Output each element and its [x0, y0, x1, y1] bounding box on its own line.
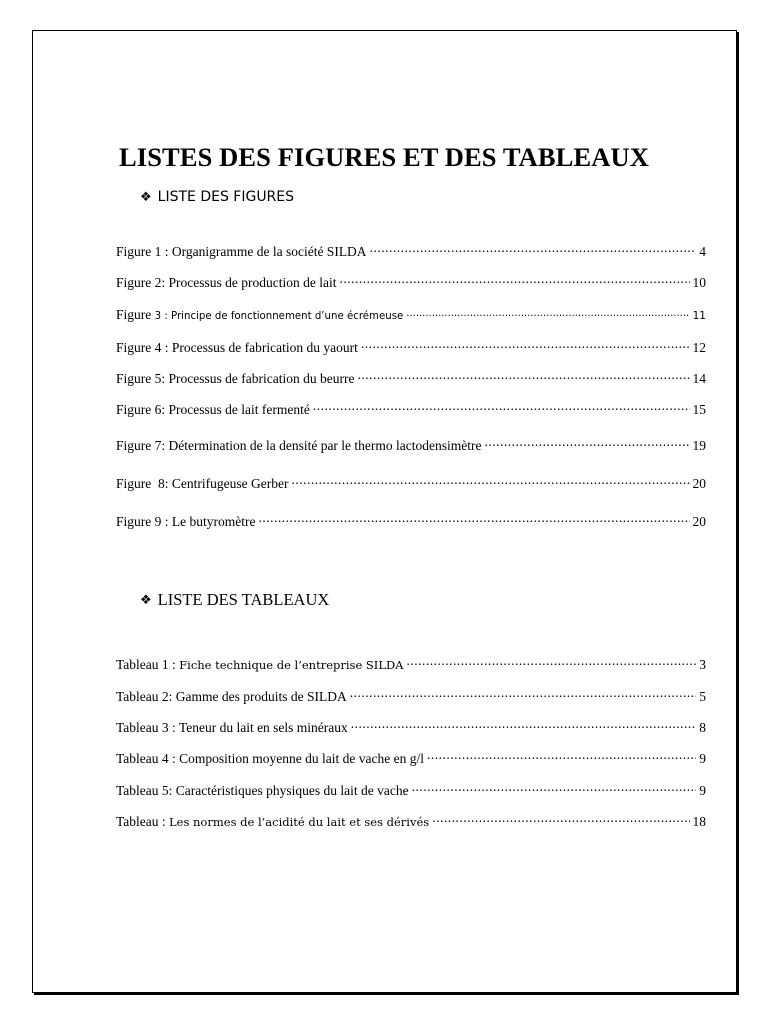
list-item[interactable]	[116, 474, 706, 492]
entry-page-number: 9	[699, 750, 706, 766]
entry-page-number: 20	[692, 475, 706, 491]
dot-leader	[370, 242, 697, 256]
entry-page-number: 4	[699, 243, 706, 259]
list-item[interactable]	[116, 242, 706, 260]
list-item[interactable]	[116, 273, 706, 291]
list-item[interactable]	[116, 305, 706, 323]
diamond-bullet-icon: ❖	[140, 592, 152, 608]
entry-label: Figure 5: Processus de fabrication du beurre	[116, 370, 355, 386]
entry-page-number: 20	[692, 513, 706, 529]
list-item[interactable]	[116, 512, 706, 530]
entry-label-prefix: Figure	[116, 306, 155, 322]
entry-label: Figure 1 : Organigramme de la société SILDA	[116, 243, 367, 259]
entry-label	[116, 657, 404, 673]
dot-leader	[357, 369, 689, 383]
dot-leader	[432, 812, 689, 826]
diamond-bullet-icon: ❖	[140, 189, 152, 205]
entry-page-number: 10	[692, 274, 706, 290]
entry-label: Tableau 2: Gamme des produits de SILDA	[116, 688, 347, 704]
dot-leader	[361, 338, 690, 352]
dot-leader	[339, 273, 689, 287]
entry-label: Figure 7: Détermination de la densité par le thermo lactodensimètre	[116, 437, 482, 453]
dot-leader	[351, 718, 696, 732]
entry-label	[116, 307, 403, 323]
dot-leader	[407, 655, 697, 669]
entry-label: Tableau 5: Caractéristiques physiques du lait de vache	[116, 782, 409, 798]
dot-leader	[313, 400, 690, 414]
list-item[interactable]	[116, 749, 706, 767]
tables-section-heading	[140, 590, 329, 610]
entry-page-number: 3	[699, 656, 706, 672]
entry-label: Figure 6: Processus de lait fermenté	[116, 401, 310, 417]
entry-label: Figure 9 : Le butyromètre	[116, 513, 256, 529]
list-item[interactable]	[116, 436, 706, 454]
entry-page-number: 11	[692, 309, 706, 322]
entry-page-number: 15	[692, 401, 706, 417]
list-item[interactable]	[116, 338, 706, 356]
dot-leader	[258, 512, 689, 526]
entry-label: Tableau 3 : Teneur du lait en sels minéraux	[116, 719, 348, 735]
entry-label: Figure 8: Centrifugeuse Gerber	[116, 475, 289, 491]
entry-page-number: 12	[692, 339, 706, 355]
list-item[interactable]	[116, 400, 706, 418]
list-item[interactable]	[116, 655, 706, 673]
entry-page-number: 9	[699, 782, 706, 798]
entry-page-number: 18	[692, 813, 706, 829]
dot-leader	[427, 749, 696, 763]
page-title: LISTES DES FIGURES ET DES TABLEAUX	[119, 141, 649, 172]
list-item[interactable]	[116, 369, 706, 387]
list-item[interactable]	[116, 687, 706, 705]
dot-leader	[406, 305, 689, 319]
entry-page-number: 19	[692, 437, 706, 453]
dot-leader	[412, 781, 697, 795]
list-item[interactable]	[116, 812, 706, 830]
entry-label: Figure 2: Processus de production de lait	[116, 274, 337, 290]
entry-label-prefix: Tableau :	[116, 813, 170, 829]
entry-page-number: 8	[699, 719, 706, 735]
list-item[interactable]	[116, 781, 706, 799]
entry-page-number: 14	[692, 370, 706, 386]
dot-leader	[291, 474, 689, 488]
entry-label-rest: Fiche technique de l’entreprise SILDA	[179, 657, 404, 672]
figures-section-heading	[140, 189, 294, 205]
list-item[interactable]	[116, 718, 706, 736]
entry-label-rest: 3 : Principe de fonctionnement d’une écrémeuse	[154, 310, 404, 322]
figures-heading-text: LISTE DES FIGURES	[157, 189, 295, 205]
tables-heading-text: LISTE DES TABLEAUX	[157, 590, 330, 609]
entry-label-prefix: Tableau 1 :	[116, 656, 180, 672]
entry-label-rest: Les normes de l’acidité du lait et ses dérivés	[169, 814, 430, 829]
dot-leader	[485, 436, 690, 450]
entry-page-number: 5	[699, 688, 706, 704]
entry-label: Figure 4 : Processus de fabrication du yaourt	[116, 339, 358, 355]
entry-label	[116, 814, 429, 830]
entry-label: Tableau 4 : Composition moyenne du lait de vache en g/l	[116, 750, 424, 766]
dot-leader	[350, 687, 696, 701]
